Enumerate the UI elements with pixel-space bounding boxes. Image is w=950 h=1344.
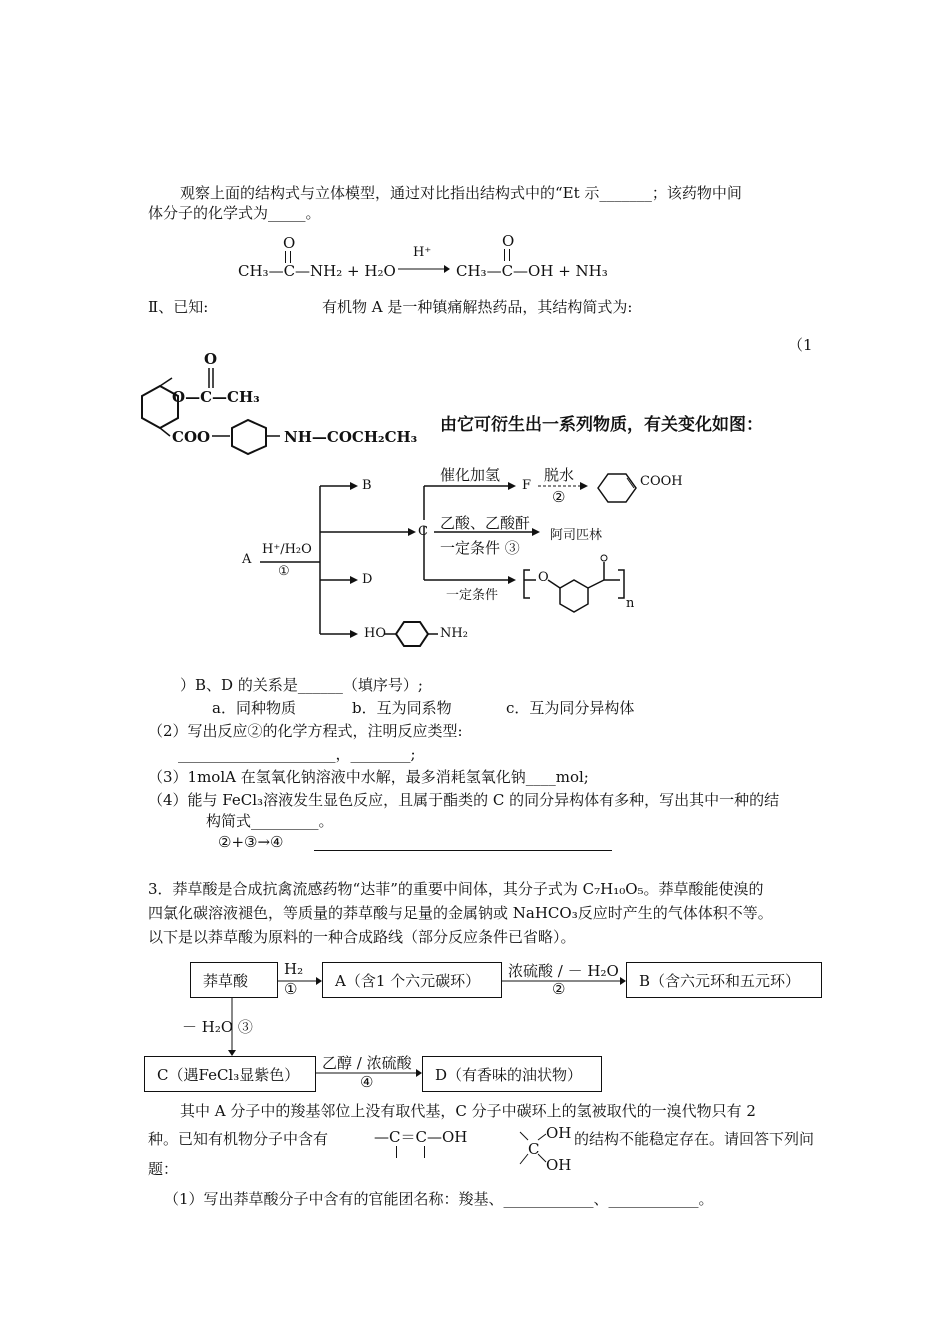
scheme1-d: D <box>362 572 373 587</box>
scheme1-aspirin: 阿司匹林 <box>550 528 603 543</box>
reaction1-left: CH₃—C—NH₂ + H₂O <box>238 262 396 280</box>
reaction1-arrow <box>398 262 450 276</box>
enol-bond-2 <box>424 1146 425 1158</box>
scheme2-box-a: A（含1 个六元碳环） <box>322 962 502 998</box>
struct-a-nh: NH—COCH₂CH₃ <box>284 428 418 446</box>
question-1: ）B、D 的关系是______（填序号）; <box>180 676 423 694</box>
problem3b-question-1: （1）写出莽草酸分子中含有的官能团名称：羧基、____________、____________。 <box>164 1190 714 1208</box>
struct-a-o-c-ch3: O—C—CH₃ <box>172 388 260 406</box>
reaction1-double-bond-right <box>504 249 510 261</box>
reaction1-right: CH₃—C—OH + NH₃ <box>456 262 608 280</box>
question-2: （2）写出反应②的化学方程式，注明反应类型: <box>148 722 463 740</box>
scheme2-r2-top: 浓硫酸 / － H₂O <box>508 962 619 980</box>
struct-a-derived: 由它可衍生出一系列物质，有关变化如图： <box>440 415 763 435</box>
scheme1-b: B <box>362 478 372 493</box>
scheme2-arrow-1 <box>278 974 322 988</box>
scheme2-r3: － H₂O ③ <box>182 1018 253 1036</box>
scheme1-cond1: H⁺/H₂O <box>262 542 312 557</box>
scheme2-box-shikimic: 莽草酸 <box>190 962 278 998</box>
scheme1-cat-h: 催化加氢 <box>440 466 501 484</box>
scheme1-phenol: HO <box>364 626 386 641</box>
option-a: a．同种物质 <box>212 699 296 717</box>
problem3b-line-3: 题： <box>148 1160 179 1178</box>
problem3b-gem-oh1: OH <box>546 1124 572 1142</box>
gem-diol-bonds <box>516 1130 548 1168</box>
problem3-line-3: 以下是以莽草酸为原料的一种合成路线（部分反应条件已省略）。 <box>148 928 576 946</box>
question-2-blank[interactable]: _____________________，________; <box>178 745 416 763</box>
question-5-answer-line[interactable] <box>314 850 612 851</box>
question-3: （3）1molA 在氢氧化钠溶液中水解，最多消耗氢氧化钠____mol; <box>148 768 589 786</box>
reaction1-catalyst: H⁺ <box>413 245 432 260</box>
section2-label: Ⅱ、已知: <box>148 298 209 316</box>
option-b: b．互为同系物 <box>352 699 452 717</box>
option-c: c．互为同分异构体 <box>506 699 635 717</box>
struct-a-o-top: O <box>204 350 218 368</box>
scheme2-r2-bot: ② <box>552 980 566 998</box>
scheme2-r4-bot: ④ <box>360 1073 374 1091</box>
section2-text: 有机物 A 是一种镇痛解热药品，其结构简式为: <box>322 298 633 316</box>
scheme1-polymer <box>522 550 652 625</box>
intro-line-2: 体分子的化学式为_____。 <box>148 204 321 222</box>
scheme1-a: A <box>242 552 252 567</box>
problem3-line-2: 四氯化碳溶液褪色，等质量的莽草酸与足量的金属钠或 NaHCO₃反应时产生的气体体积不等。 <box>148 904 773 922</box>
problem3b-line-1: 其中 A 分子中的羧基邻位上没有取代基，C 分子中碳环上的氢被取代的一溴代物只有 2 <box>180 1102 756 1120</box>
scheme2-r1-bot: ① <box>284 980 298 998</box>
scheme2-arrow-2 <box>502 974 626 988</box>
scheme1-poly-n: n <box>626 596 635 611</box>
scheme2-r4-top: 乙醇 / 浓硫酸 <box>322 1054 412 1072</box>
scheme1-f: F <box>522 478 532 493</box>
scheme2-arrow-4 <box>316 1066 422 1080</box>
scheme2-r1-top: H₂ <box>284 960 304 978</box>
problem3b-gem-oh2: OH <box>546 1156 572 1174</box>
question-4a: （4）能与 FeCl₃溶液发生显色反应，且属于酯类的 C 的同分异构体有多种，写出其中一种的结 <box>148 791 780 809</box>
scheme2-box-c: C（遇FeCl₃显紫色） <box>144 1056 316 1092</box>
problem3b-enol: —C＝C—OH <box>374 1128 468 1146</box>
section2-paren: （1 <box>788 336 813 354</box>
scheme1-cond-poly: 一定条件 <box>446 588 499 603</box>
scheme2-box-d: D（有香味的油状物） <box>422 1056 602 1092</box>
intro-line-1: 观察上面的结构式与立体模型，通过对比指出结构式中的“Et 示_______；该药物中间 <box>180 184 742 202</box>
question-4b: 构简式_________。 <box>206 812 334 830</box>
scheme1-num2: ② <box>552 488 566 506</box>
struct-a-coo: COO <box>172 428 211 446</box>
scheme1-cond3: 一定条件 ③ <box>440 539 520 557</box>
problem3b-line-2a: 种。已知有机物分子中含有 <box>148 1130 329 1148</box>
scheme1-cyclohexene <box>594 470 644 506</box>
struct-a-drawing <box>120 366 450 466</box>
scheme2-box-b: B（含六元环和五元环） <box>626 962 822 998</box>
problem3-line-1: 3．莽草酸是合成抗禽流感药物“达菲”的重要中间体，其分子式为 C₇H₁₀O₅。莽草酸能使溴的 <box>148 880 764 898</box>
scheme1-poly-o: O <box>538 570 549 585</box>
scheme1-acid: 乙酸、乙酸酐 <box>440 514 531 532</box>
question-5: ②+③→④ <box>218 833 284 851</box>
reaction1-carbonyl-o-left: O <box>283 234 296 252</box>
scheme1-dehyd: 脱水 <box>544 466 575 484</box>
enol-bond-1 <box>396 1146 397 1158</box>
scheme1-phenol-ring <box>384 620 444 650</box>
scheme1-c: C <box>418 524 428 539</box>
reaction1-carbonyl-o-right: O <box>502 232 515 250</box>
scheme1-num1: ① <box>278 564 290 579</box>
scheme1-cooh: COOH <box>640 474 683 489</box>
problem3b-gem-c: C <box>528 1140 540 1158</box>
scheme1-nh2: NH₂ <box>440 626 468 641</box>
problem3b-line-2b: 的结构不能稳定存在。请回答下列问 <box>574 1130 815 1148</box>
